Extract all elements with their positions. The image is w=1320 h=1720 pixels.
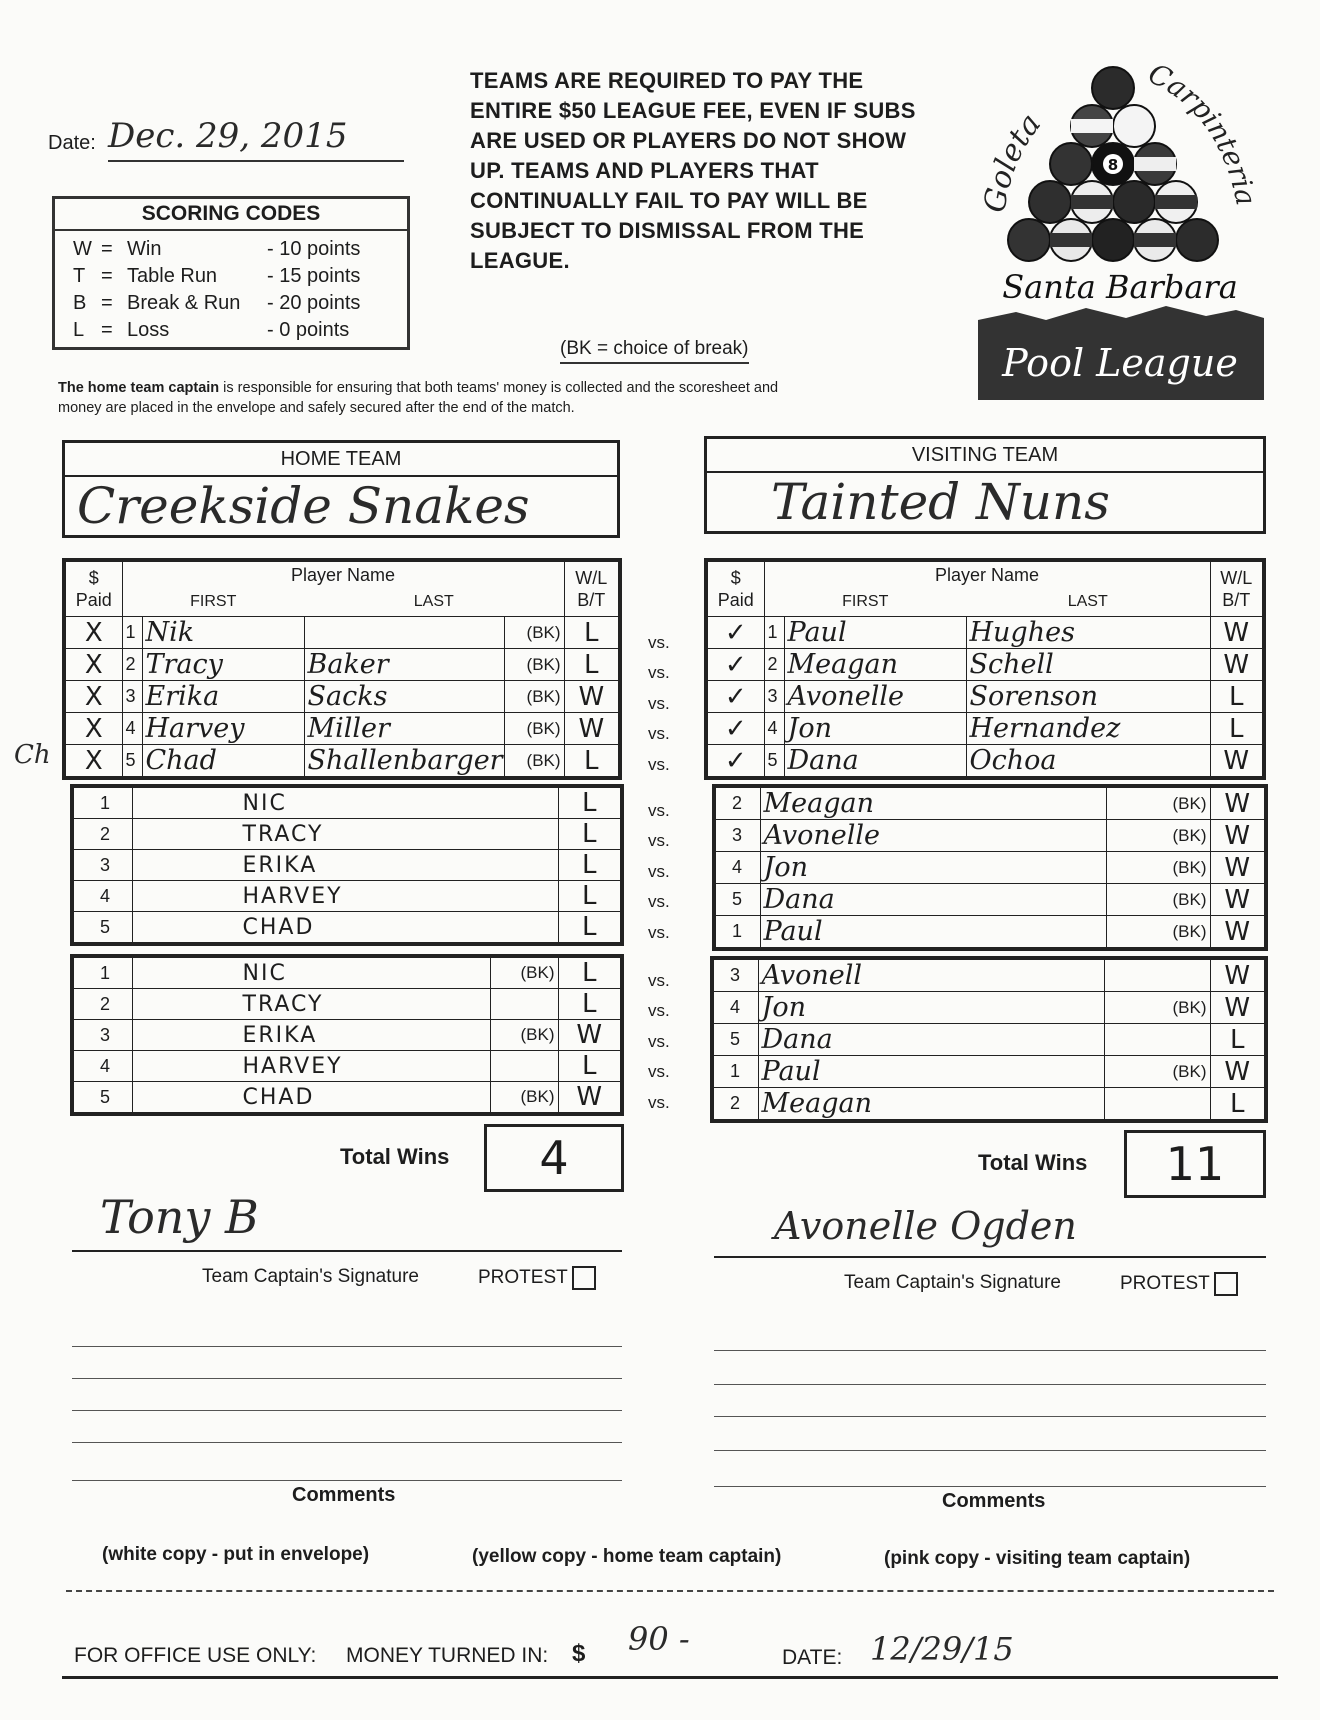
table-row [72,881,622,912]
home-captain-responsibility [58,378,788,418]
player-name[interactable]: TRACY [132,819,558,850]
home-team-box [62,440,620,538]
bk-label: (BK) [1106,852,1210,884]
visitor-signature-line [714,1256,1266,1258]
code-equals: = [101,319,113,341]
subheader-row [64,588,620,617]
player-number: 4 [72,1051,132,1082]
result-mark[interactable]: L [1210,681,1264,713]
table-row [712,992,1266,1024]
code-equals: = [101,238,113,260]
white-copy-note: (white copy - put in envelope) [102,1544,370,1565]
home-team-header: HOME TEAM [65,443,617,477]
player-name[interactable]: Paul [760,916,1106,950]
player-name[interactable]: HARVEY [132,881,558,912]
player-last[interactable]: Schell [966,649,1210,681]
paid-mark[interactable]: X [64,681,122,713]
player-first[interactable]: Avonelle [784,681,966,713]
table-row [706,681,1264,713]
player-name[interactable]: Dana [758,1024,1104,1056]
visitor-protest-label: PROTEST [1120,1273,1210,1295]
bk-label [1104,958,1210,992]
player-name[interactable]: Jon [760,852,1106,884]
bk-label: (BK) [1106,820,1210,852]
visiting-team-box [704,436,1266,534]
money-turned-in-value[interactable]: 90 - [628,1620,690,1658]
league-logo [976,64,1264,400]
code-points: - 10 points [267,238,361,260]
table-row [72,850,622,881]
date-field[interactable]: Dec. 29, 2015 [108,116,404,162]
player-name[interactable]: CHAD [132,912,558,945]
player-number: 5 [72,912,132,945]
result-mark[interactable]: W [1210,958,1266,992]
vs-label: vs. [648,1001,670,1021]
scoring-codes-title: SCORING CODES [55,199,407,231]
table-row [72,989,622,1020]
player-number: 3 [72,1020,132,1051]
office-date-label: DATE: [782,1646,843,1669]
bk-label: (BK) [504,681,564,713]
scoring-codes-box [52,196,410,350]
player-number: 3 [714,820,760,852]
result-mark[interactable]: W [564,713,620,745]
player-last[interactable] [304,617,504,649]
visitor-round-1-table [704,558,1266,780]
yellow-copy-note: (yellow copy - home team captain) [472,1546,782,1567]
league-fee-notice: TEAMS ARE REQUIRED TO PAY THE ENTIRE $50 LEAGUE FEE, EVEN IF SUBS ARE USED OR PLAYERS DO NOT SHOW UP. TEAMS AND PLAYERS THAT CONTINUALLY FAIL TO PAY WILL BE SUBJECT TO DISMISSAL FROM THE LEAGUE. [470,68,916,273]
home-captain-signature[interactable]: Tony B [100,1190,259,1244]
player-first[interactable]: Paul [784,617,966,649]
paid-mark[interactable]: ✓ [706,617,764,649]
paid-mark[interactable]: ✓ [706,745,764,779]
player-number: 2 [122,649,142,681]
bk-label: (BK) [1104,1056,1210,1088]
table-row [712,1024,1266,1056]
player-last[interactable]: Sacks [304,681,504,713]
table-row [72,786,622,819]
player-first[interactable]: Nik [142,617,304,649]
bk-note: (BK = choice of break) [560,338,749,364]
bt-label: B/T [577,590,606,610]
result-mark[interactable]: W [1210,820,1266,852]
vs-label: vs. [648,1062,670,1082]
table-row [714,916,1266,950]
office-date-value[interactable]: 12/29/15 [870,1630,1014,1668]
code-letter: L [73,319,85,341]
bk-label: (BK) [504,617,564,649]
last-header: LAST [304,588,564,617]
visitor-comment-line[interactable] [714,1450,1266,1451]
visitor-total-wins-value[interactable]: 11 [1124,1130,1266,1198]
table-row [706,745,1264,779]
vs-label: vs. [648,971,670,990]
visitor-comment-line[interactable] [714,1416,1266,1417]
paid-header [706,560,764,617]
player-number: 5 [714,884,760,916]
result-mark[interactable]: W [1210,852,1266,884]
result-mark[interactable]: L [558,786,622,819]
home-protest-label: PROTEST [478,1267,568,1289]
header-row [64,560,620,588]
bk-label: (BK) [490,956,558,989]
player-number: 2 [72,989,132,1020]
home-round-2-table [70,784,624,946]
player-number: 1 [72,786,132,819]
result-mark[interactable]: L [558,881,622,912]
money-turned-in-label: MONEY TURNED IN: [346,1644,549,1667]
bk-label: (BK) [490,1082,558,1115]
paid-mark[interactable]: X [64,713,122,745]
player-name[interactable]: Avonell [758,958,1104,992]
margin-note: Ch [14,740,51,770]
responsibility-bold: The home team captain [58,380,220,396]
visitor-total-wins-label: Total Wins [978,1150,1088,1175]
subheader-row [706,588,1264,617]
code-letter: T [73,265,86,287]
code-name: Win [127,238,162,260]
visitor-protest-checkbox[interactable] [1214,1272,1238,1296]
result-mark[interactable]: L [564,649,620,681]
bk-label: (BK) [504,649,564,681]
currency-sign: $ [572,1640,586,1667]
player-first[interactable]: Erika [142,681,304,713]
result-mark[interactable]: W [564,681,620,713]
home-comment-line[interactable] [72,1378,622,1379]
code-letter: W [73,238,92,260]
table-row [712,1088,1266,1122]
bt-label: B/T [1222,590,1251,610]
vs-column-round-3 [648,966,670,1118]
player-name[interactable]: Dana [760,884,1106,916]
player-number: 2 [72,819,132,850]
result-mark[interactable]: L [558,850,622,881]
home-round-1-table [62,558,622,780]
player-number: 4 [712,992,758,1024]
result-mark[interactable]: L [558,819,622,850]
result-mark[interactable]: W [1210,617,1264,649]
bk-label: (BK) [1106,786,1210,820]
home-protest-checkbox[interactable] [572,1266,596,1290]
code-points: - 20 points [267,292,361,314]
result-mark[interactable]: W [1210,1056,1266,1088]
wl-header [1210,560,1264,617]
code-equals: = [101,292,113,314]
code-name: Break & Run [127,292,241,314]
result-mark[interactable]: W [1210,884,1266,916]
vs-label: vs. [648,724,670,744]
table-row [712,1056,1266,1088]
wl-header [564,560,620,617]
home-signature-label: Team Captain's Signature [202,1266,419,1287]
player-number: 1 [712,1056,758,1088]
visitor-comment-line[interactable] [714,1486,1266,1487]
player-last[interactable]: Miller [304,713,504,745]
code-letter: B [73,292,87,314]
table-row [64,713,620,745]
scoring-code-row [55,316,407,343]
player-first[interactable]: Tracy [142,649,304,681]
player-name[interactable]: TRACY [132,989,490,1020]
header-row [706,560,1264,588]
pool-rack-logo-icon [976,64,1264,400]
wl-label: W/L [1220,568,1253,588]
player-number: 4 [764,713,784,745]
vs-label: vs. [648,922,670,942]
home-round-3-table [70,954,624,1116]
player-name[interactable]: CHAD [132,1082,490,1115]
table-row [64,681,620,713]
player-last[interactable]: Shallenbarger [304,745,504,779]
player-name[interactable]: Avonelle [760,820,1106,852]
player-number: 5 [122,745,142,779]
result-mark[interactable]: W [558,1082,622,1115]
player-name-header: Player Name [764,560,1210,588]
home-comment-line[interactable] [72,1442,622,1443]
result-mark[interactable]: L [558,989,622,1020]
player-number: 3 [764,681,784,713]
visitor-signature-label: Team Captain's Signature [844,1272,1061,1293]
bk-label: (BK) [1106,916,1210,950]
bk-label [1104,1088,1210,1122]
responsibility-text: is responsible for ensuring that both teams' money is collected and the scoresheet and money are placed in the envelope and safely secured after the end of the match. [58,380,779,416]
table-row [714,852,1266,884]
date-label: Date: [48,132,96,154]
table-row [64,649,620,681]
result-mark[interactable]: L [558,956,622,989]
player-first[interactable]: Harvey [142,713,304,745]
bk-label: (BK) [1104,992,1210,1024]
player-name[interactable]: HARVEY [132,1051,490,1082]
paid-mark[interactable]: X [64,649,122,681]
table-row [712,958,1266,992]
paid-mark[interactable]: X [64,745,122,779]
paid-label: Paid [75,590,112,610]
code-name: Loss [127,319,170,341]
player-first[interactable]: Chad [142,745,304,779]
eight-ball-number: 8 [1107,156,1119,174]
paid-label: Paid [717,590,754,610]
result-mark[interactable]: W [1210,649,1264,681]
table-row [706,713,1264,745]
player-number: 1 [714,916,760,950]
result-mark[interactable]: L [1210,1024,1266,1056]
vs-column-round-1 [648,628,670,780]
table-row [72,819,622,850]
office-use-label: FOR OFFICE USE ONLY: [74,1644,317,1667]
player-name[interactable]: NIC [132,786,558,819]
visitor-comment-line[interactable] [714,1384,1266,1385]
table-row [64,745,620,779]
table-row [72,912,622,945]
player-number: 4 [714,852,760,884]
visitor-comments-label: Comments [942,1490,1046,1512]
player-number: 5 [712,1024,758,1056]
first-header: FIRST [764,588,966,617]
dollar-sign: $ [730,568,741,588]
result-mark[interactable]: L [564,617,620,649]
first-header: FIRST [122,588,304,617]
visiting-team-header: VISITING TEAM [707,439,1263,473]
table-row [714,820,1266,852]
code-points: - 15 points [267,265,361,287]
player-number: 2 [712,1088,758,1122]
result-mark[interactable]: L [1210,1088,1266,1122]
player-number: 1 [122,617,142,649]
paid-mark[interactable]: ✓ [706,681,764,713]
result-mark[interactable]: L [558,912,622,945]
logo-league: Pool League [1002,341,1238,385]
home-protest [478,1266,596,1290]
player-number: 4 [72,881,132,912]
last-header: LAST [966,588,1210,617]
bk-label: (BK) [504,713,564,745]
scoring-code-row [55,235,407,262]
visitor-round-3-table [710,956,1268,1123]
tear-line [66,1590,1274,1592]
logo-arc-left: Goleta [977,106,1049,216]
player-number: 2 [764,649,784,681]
player-name[interactable]: ERIKA [132,850,558,881]
player-number: 5 [764,745,784,779]
player-name[interactable]: NIC [132,956,490,989]
dollar-sign: $ [88,568,99,588]
bk-label [490,989,558,1020]
player-last[interactable]: Ochoa [966,745,1210,779]
home-comment-line[interactable] [72,1346,622,1347]
player-first[interactable]: Jon [784,713,966,745]
table-row [72,956,622,989]
pink-copy-note: (pink copy - visiting team captain) [884,1548,1191,1569]
vs-label: vs. [648,633,670,652]
player-last[interactable]: Hernandez [966,713,1210,745]
table-row [72,1020,622,1051]
vs-column-round-2 [648,796,670,948]
office-use-line [62,1676,1278,1679]
code-name: Table Run [127,265,218,287]
bk-label: (BK) [490,1020,558,1051]
bk-label [1104,1024,1210,1056]
bk-label: (BK) [504,745,564,779]
player-number: 1 [764,617,784,649]
vs-label: vs. [648,831,670,851]
scoring-code-row [55,289,407,316]
home-signature-line [72,1250,622,1252]
player-number: 3 [72,850,132,881]
result-mark[interactable]: W [558,1020,622,1051]
logo-city: Santa Barbara [1002,268,1238,306]
scoring-codes-list [55,231,407,343]
vs-label: vs. [648,801,670,820]
result-mark[interactable]: W [1210,786,1266,820]
vs-label: vs. [648,892,670,912]
table-row [64,617,620,649]
player-last[interactable]: Baker [304,649,504,681]
result-mark[interactable]: W [1210,992,1266,1024]
code-points: - 0 points [267,319,350,341]
player-last[interactable]: Sorenson [966,681,1210,713]
vs-label: vs. [648,663,670,683]
wl-label: W/L [575,568,608,588]
player-name[interactable]: Meagan [760,786,1106,820]
table-row [72,1082,622,1115]
player-name-header: Player Name [122,560,564,588]
scoring-code-row [55,262,407,289]
home-comments-label: Comments [292,1484,396,1506]
player-name[interactable]: ERIKA [132,1020,490,1051]
player-number: 4 [122,713,142,745]
home-total-wins-value[interactable]: 4 [484,1124,624,1192]
result-mark[interactable]: L [1210,713,1264,745]
home-total-wins-label: Total Wins [340,1144,450,1169]
vs-label: vs. [648,1092,670,1112]
result-mark[interactable]: L [558,1051,622,1082]
player-number: 1 [72,956,132,989]
player-first[interactable]: Dana [784,745,966,779]
vs-label: vs. [648,861,670,881]
table-row [706,649,1264,681]
bk-label: (BK) [1106,884,1210,916]
player-name[interactable]: Jon [758,992,1104,1024]
table-row [714,884,1266,916]
result-mark[interactable]: L [564,745,620,779]
home-comment-line[interactable] [72,1480,622,1481]
visitor-round-2-table [712,784,1268,951]
paid-mark[interactable]: X [64,617,122,649]
logo-arc-right: Carpinteria [1143,64,1263,209]
table-row [714,786,1266,820]
player-number: 3 [712,958,758,992]
player-first[interactable]: Meagan [784,649,966,681]
player-number: 2 [714,786,760,820]
result-mark[interactable]: W [1210,745,1264,779]
visitor-captain-signature[interactable]: Avonelle Ogden [774,1204,1077,1248]
vs-label: vs. [648,754,670,774]
result-mark[interactable]: W [1210,916,1266,950]
bk-label [490,1051,558,1082]
code-equals: = [101,265,113,287]
vs-label: vs. [648,1031,670,1051]
player-number: 5 [72,1082,132,1115]
player-name[interactable]: Meagan [758,1088,1104,1122]
home-team-name[interactable]: Creekside Snakes [77,477,530,535]
visiting-team-name[interactable]: Tainted Nuns [771,473,1110,531]
visitor-protest [1120,1272,1238,1296]
home-comment-line[interactable] [72,1410,622,1411]
paid-mark[interactable]: ✓ [706,713,764,745]
player-name[interactable]: Paul [758,1056,1104,1088]
visitor-comment-line[interactable] [714,1350,1266,1351]
player-last[interactable]: Hughes [966,617,1210,649]
player-number: 3 [122,681,142,713]
paid-mark[interactable]: ✓ [706,649,764,681]
table-row [706,617,1264,649]
paid-header [64,560,122,617]
vs-label: vs. [648,693,670,713]
table-row [72,1051,622,1082]
